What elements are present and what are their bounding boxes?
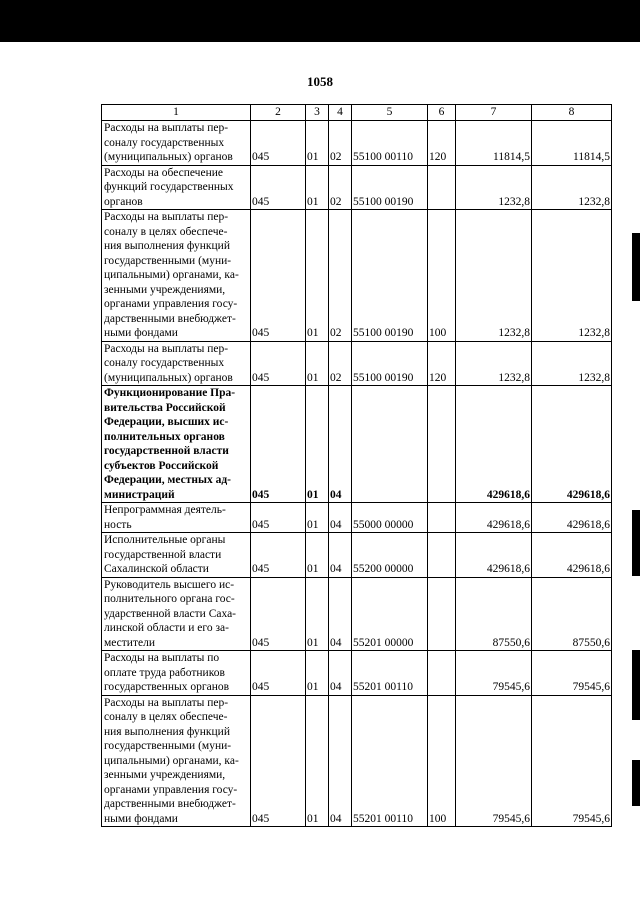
amount-cell: 1232,8 [532,165,612,210]
row-name-cell [102,651,251,696]
column-header: 3 [306,105,329,121]
row-name-line: субъектов Российской [104,459,219,472]
row-name-line: Расходы на выплаты пер- [104,122,229,134]
section-code-cell: 01 [306,386,329,503]
row-name-line: оплате труда работников [104,666,225,679]
row-name-cell [102,121,251,166]
table-row [102,503,612,533]
target-article-cell [352,386,428,503]
scan-edge-mark [632,760,640,806]
row-name-line: ными фондами [104,327,178,339]
row-name-line: государственной власти [104,548,222,561]
table-row [102,651,612,696]
column-header: 4 [329,105,352,121]
row-name-line: ными фондами [104,812,178,825]
row-name-line: дарственными внебюджет- [104,798,236,810]
row-name-line: Расходы на обеспечение [104,166,223,179]
table-row [102,210,612,342]
amount-cell: 429618,6 [456,386,532,503]
subsection-code-cell: 04 [329,577,352,651]
row-name-line: органами управления госу- [104,298,238,310]
expense-type-cell: 100 [428,695,456,827]
expense-type-cell: 120 [428,341,456,386]
scan-edge-mark [632,233,640,301]
row-name-line: Расходы на выплаты по [104,652,220,664]
row-name-cell [102,577,251,651]
target-article-cell: 55100 00190 [352,341,428,386]
table-row [102,165,612,210]
section-code-cell: 01 [306,651,329,696]
amount-cell: 79545,6 [456,695,532,827]
row-name-line: министраций [104,488,175,501]
amount-cell: 87550,6 [456,577,532,651]
row-name-cell [102,386,251,503]
row-name-line: Расходы на выплаты пер- [104,696,229,709]
row-name-line: соналу в целях обеспече- [104,711,228,723]
section-code-cell: 01 [306,533,329,578]
section-code-cell: 01 [306,503,329,533]
amount-cell: 87550,6 [532,577,612,651]
section-code-cell: 01 [306,695,329,827]
ministry-code-cell: 045 [251,503,306,533]
row-name-line: зенными учреждениями, [104,283,226,296]
subsection-code-cell: 04 [329,533,352,578]
expense-type-cell [428,533,456,578]
amount-cell: 429618,6 [456,503,532,533]
ministry-code-cell: 045 [251,165,306,210]
target-article-cell: 55201 00110 [352,695,428,827]
row-name-cell [102,210,251,342]
subsection-code-cell: 02 [329,165,352,210]
amount-cell: 11814,5 [456,121,532,166]
scan-edge-mark [632,510,640,576]
subsection-code-cell: 04 [329,695,352,827]
row-name-line: соналу государственных [104,357,225,369]
expense-type-cell [428,503,456,533]
page-number: 1058 [307,74,333,89]
amount-cell: 1232,8 [456,210,532,342]
row-name-line: Расходы на выплаты пер- [104,342,229,355]
section-code-cell: 01 [306,341,329,386]
row-name-line: Непрограммная деятель- [104,504,226,516]
row-name-line: линской области и его за- [104,622,229,634]
subsection-code-cell: 04 [329,651,352,696]
row-name-cell [102,341,251,386]
row-name-line: органов [104,195,143,208]
column-header: 6 [428,105,456,121]
scan-top-border [0,0,640,42]
amount-cell: 11814,5 [532,121,612,166]
subsection-code-cell: 04 [329,503,352,533]
table-body [102,121,612,827]
amount-cell: 79545,6 [532,651,612,696]
row-name-line: ния выполнения функций [104,725,230,738]
ministry-code-cell: 045 [251,341,306,386]
row-name-line: Функционирование Пра- [104,387,236,399]
row-name-line: органами управления госу- [104,783,238,796]
ministry-code-cell: 045 [251,533,306,578]
row-name-line: дарственными внебюджет- [104,312,236,325]
amount-cell: 429618,6 [532,386,612,503]
row-name-line: соналу государственных [104,136,225,149]
ministry-code-cell: 045 [251,695,306,827]
row-name-line: зенными учреждениями, [104,769,226,781]
expense-type-cell: 120 [428,121,456,166]
target-article-cell: 55200 00000 [352,533,428,578]
row-name-line: государственных органов [104,681,230,693]
target-article-cell: 55100 00190 [352,210,428,342]
target-article-cell: 55100 00110 [352,121,428,166]
row-name-line: Расходы на выплаты пер- [104,211,229,223]
row-name-line: функций государственных [104,181,234,193]
amount-cell: 429618,6 [532,503,612,533]
row-name-line: полнительных органов [104,430,225,443]
target-article-cell: 55000 00000 [352,503,428,533]
section-code-cell: 01 [306,210,329,342]
target-article-cell: 55100 00190 [352,165,428,210]
column-header: 7 [456,105,532,121]
row-name-line: Руководитель высшего ис- [104,578,235,591]
section-code-cell: 01 [306,577,329,651]
budget-table [101,104,612,827]
table-row [102,577,612,651]
amount-cell: 1232,8 [456,165,532,210]
scan-edge-mark [632,650,640,720]
amount-cell: 429618,6 [456,533,532,578]
amount-cell: 79545,6 [456,651,532,696]
row-name-line: местители [104,636,155,649]
subsection-code-cell: 04 [329,386,352,503]
ministry-code-cell: 045 [251,651,306,696]
row-name-line: Федерации, высших ис- [104,416,229,428]
row-name-line: полнительного органа гос- [104,593,235,605]
expense-type-cell [428,577,456,651]
ministry-code-cell: 045 [251,577,306,651]
row-name-line: вительства Российской [104,401,226,414]
expense-type-cell [428,651,456,696]
table-row [102,695,612,827]
row-name-cell [102,503,251,533]
row-name-cell [102,533,251,578]
amount-cell: 1232,8 [456,341,532,386]
amount-cell: 1232,8 [532,210,612,342]
row-name-line: ударственной власти Саха- [104,607,237,620]
row-name-line: государственными (муни- [104,740,232,752]
row-name-line: ность [104,518,132,531]
target-article-cell: 55201 00000 [352,577,428,651]
column-header: 1 [102,105,251,121]
column-header: 8 [532,105,612,121]
subsection-code-cell: 02 [329,210,352,342]
row-name-line: ния выполнения функций [104,240,230,252]
section-code-cell: 01 [306,121,329,166]
row-name-line: государственными (муни- [104,254,232,267]
table-row [102,533,612,578]
row-name-line: ципальными) органами, ка- [104,754,239,767]
amount-cell: 429618,6 [532,533,612,578]
table-row [102,341,612,386]
expense-type-cell: 100 [428,210,456,342]
ministry-code-cell: 045 [251,210,306,342]
row-name-line: Сахалинской области [104,563,209,575]
expense-type-cell [428,165,456,210]
section-code-cell: 01 [306,165,329,210]
row-name-cell [102,165,251,210]
ministry-code-cell: 045 [251,121,306,166]
row-name-line: (муниципальных) органов [104,151,233,163]
table-row [102,121,612,166]
table-row [102,386,612,503]
header-row [102,105,612,121]
row-name-line: (муниципальных) органов [104,371,233,384]
row-name-line: Федерации, местных ад- [104,474,231,486]
ministry-code-cell: 045 [251,386,306,503]
amount-cell: 79545,6 [532,695,612,827]
row-name-cell [102,695,251,827]
expense-type-cell [428,386,456,503]
row-name-line: Исполнительные органы [104,534,226,546]
subsection-code-cell: 02 [329,121,352,166]
subsection-code-cell: 02 [329,341,352,386]
target-article-cell: 55201 00110 [352,651,428,696]
amount-cell: 1232,8 [532,341,612,386]
row-name-line: ципальными) органами, ка- [104,269,239,281]
column-header: 2 [251,105,306,121]
row-name-line: соналу в целях обеспече- [104,225,228,238]
column-header: 5 [352,105,428,121]
row-name-line: государственной власти [104,445,229,457]
